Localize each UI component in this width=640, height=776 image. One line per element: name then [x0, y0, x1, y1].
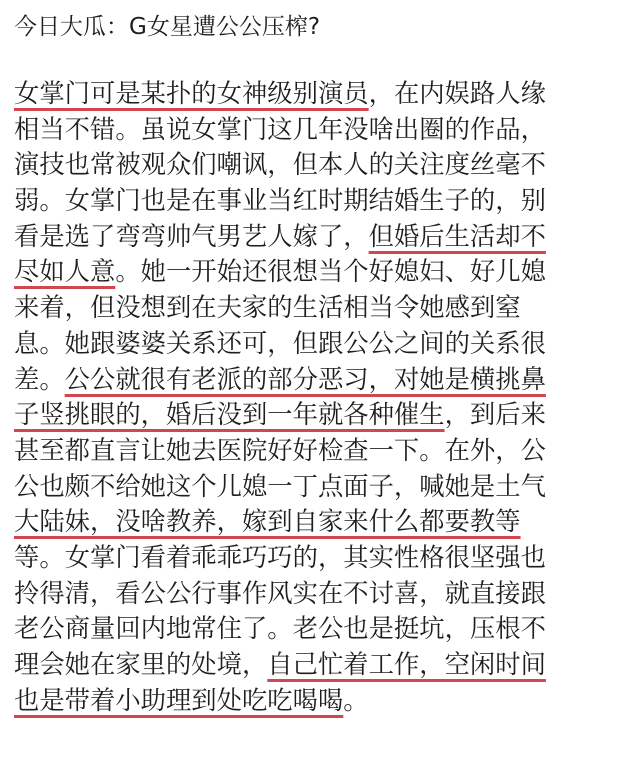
body-text: 相当不错。虽说女掌门这几年没啥出圈的作品，: [14, 113, 546, 144]
highlighted-text: 公公就很有老派的部分恶习，对她是横挑鼻: [64, 363, 546, 394]
body-text: 甚至都直言让她去医院好好检查一下。在外，公: [14, 434, 546, 465]
body-text: 弱。女掌门也是在事业当红时期结婚生子的，别: [14, 185, 546, 216]
text-line: [14, 362, 634, 398]
body-text: 演技也常被观众们嘲讽，但本人的关注度丝毫不: [14, 149, 546, 180]
body-text: 来着，但没想到在夫家的生活相当令她感到窒: [14, 292, 521, 323]
text-line: [14, 112, 634, 148]
text-line: [14, 147, 634, 183]
body-text: ，到后来: [444, 399, 546, 430]
text-line: [14, 469, 634, 505]
text-line: [14, 397, 634, 433]
body-text: 差。: [14, 363, 65, 394]
highlighted-text: 但婚后生活却不: [368, 220, 546, 251]
highlighted-text: 尽如人意: [14, 256, 116, 287]
text-line: [14, 540, 634, 576]
article-body: [14, 76, 634, 718]
text-line: [14, 683, 634, 719]
text-line: [14, 433, 634, 469]
body-text: 公也颇不给她这个儿媳一丁点面子，喊她是土气: [14, 470, 546, 501]
body-text: 老公商量回内地常住了。老公也是挺坑，压根不: [14, 613, 546, 644]
post-title: 今日大瓜：G女星遭公公压榨?: [14, 14, 321, 40]
text-line: [14, 326, 634, 362]
body-text: 。: [343, 684, 369, 715]
text-line: [14, 76, 634, 112]
body-text: 。她一开始还很想当个好媳妇、好儿媳: [115, 256, 546, 287]
text-line: [14, 576, 634, 612]
text-line: [14, 254, 634, 290]
highlighted-text: 也是带着小助理到处吃吃喝喝: [14, 684, 344, 715]
text-line: [14, 183, 634, 219]
text-line: [14, 611, 634, 647]
text-line: [14, 647, 634, 683]
body-text: 拎得清，看公公行事作风实在不讨喜，就直接跟: [14, 577, 546, 608]
text-line: [14, 290, 634, 326]
body-text: 理会她在家里的处境，: [14, 649, 268, 679]
highlighted-text: 女掌门可是某扑的女神级别演员: [14, 78, 369, 108]
body-text: 息。她跟婆婆关系还可，但跟公公之间的关系很: [14, 327, 546, 358]
body-text: 看是选了弯弯帅气男艺人嫁了，: [14, 220, 369, 251]
text-line: [14, 504, 634, 540]
highlighted-text: 子竖挑眼的，婚后没到一年就各种催生: [14, 399, 445, 430]
body-text: ，在内娱路人缘: [368, 78, 546, 108]
highlighted-text: 自己忙着工作，空闲时间: [267, 649, 546, 679]
text-line: [14, 219, 634, 255]
body-text: 等。女掌门看着乖乖巧巧的，其实性格很坚强也: [14, 541, 546, 572]
highlighted-text: 大陆妹，没啥教养，嫁到自家来什么都要教等: [14, 506, 521, 537]
